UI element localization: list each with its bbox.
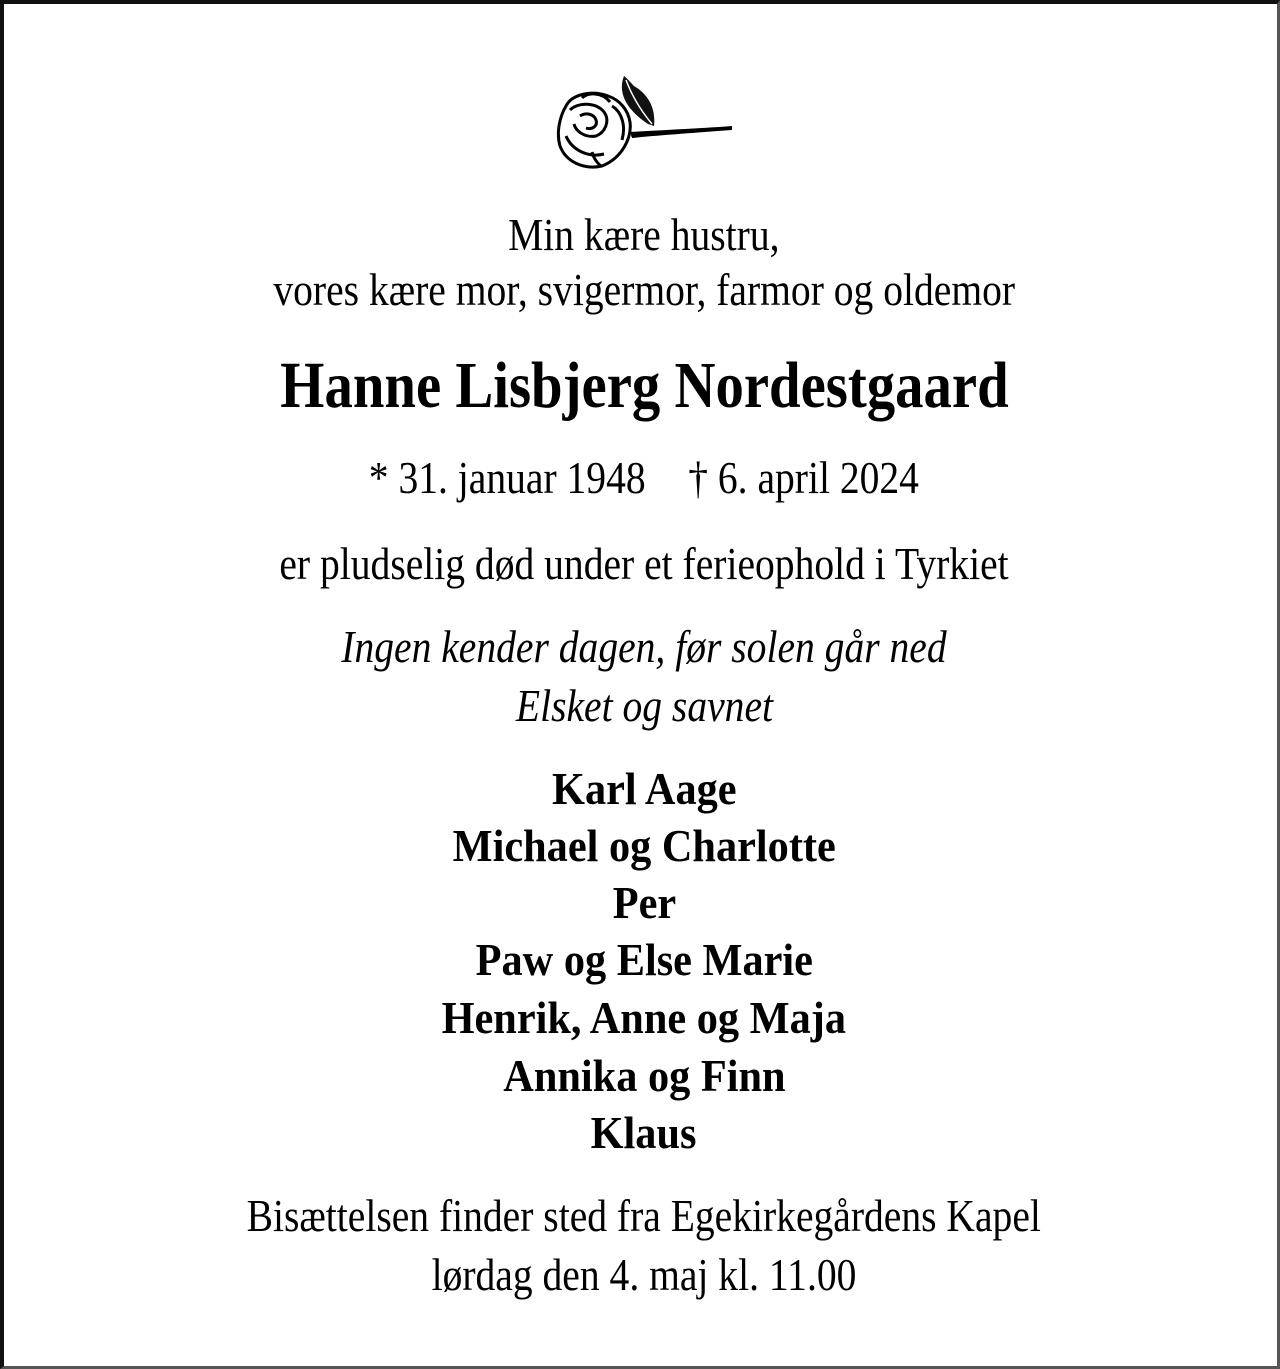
family-member: Per <box>612 877 676 928</box>
birth-date: 31. januar 1948 <box>398 452 646 503</box>
family-member: Annika og Finn <box>502 1050 786 1101</box>
family-member: Klaus <box>591 1107 697 1158</box>
intro-line-2: vores kære mor, svigermor, farmor og oldemor <box>273 264 1015 315</box>
death-date: 6. april 2024 <box>718 452 920 503</box>
family-member: Karl Aage <box>551 763 737 814</box>
deceased-name: Hanne Lisbjerg Nordestgaard <box>279 349 1009 422</box>
death-symbol: † <box>688 452 709 503</box>
life-dates <box>4 452 1280 504</box>
verse-line-1: Ingen kender dagen, før solen går ned <box>341 621 947 672</box>
funeral-line-1: Bisættelsen finder sted fra Egekirkegårdens Kapel <box>246 1190 1042 1241</box>
verse-line-2: Elsket og savnet <box>515 680 773 731</box>
funeral-line-2: lørdag den 4. maj kl. 11.00 <box>431 1249 857 1300</box>
family-member: Michael og Charlotte <box>452 820 836 871</box>
birth-symbol: * <box>368 452 389 503</box>
family-member: Henrik, Anne og Maja <box>441 992 847 1043</box>
circumstance-text: er pludselig død under et ferieophold i Tyrkiet <box>279 538 1009 589</box>
family-member: Paw og Else Marie <box>475 934 813 985</box>
rose-icon <box>552 66 736 176</box>
intro-line-1: Min kære hustru, <box>508 209 780 260</box>
